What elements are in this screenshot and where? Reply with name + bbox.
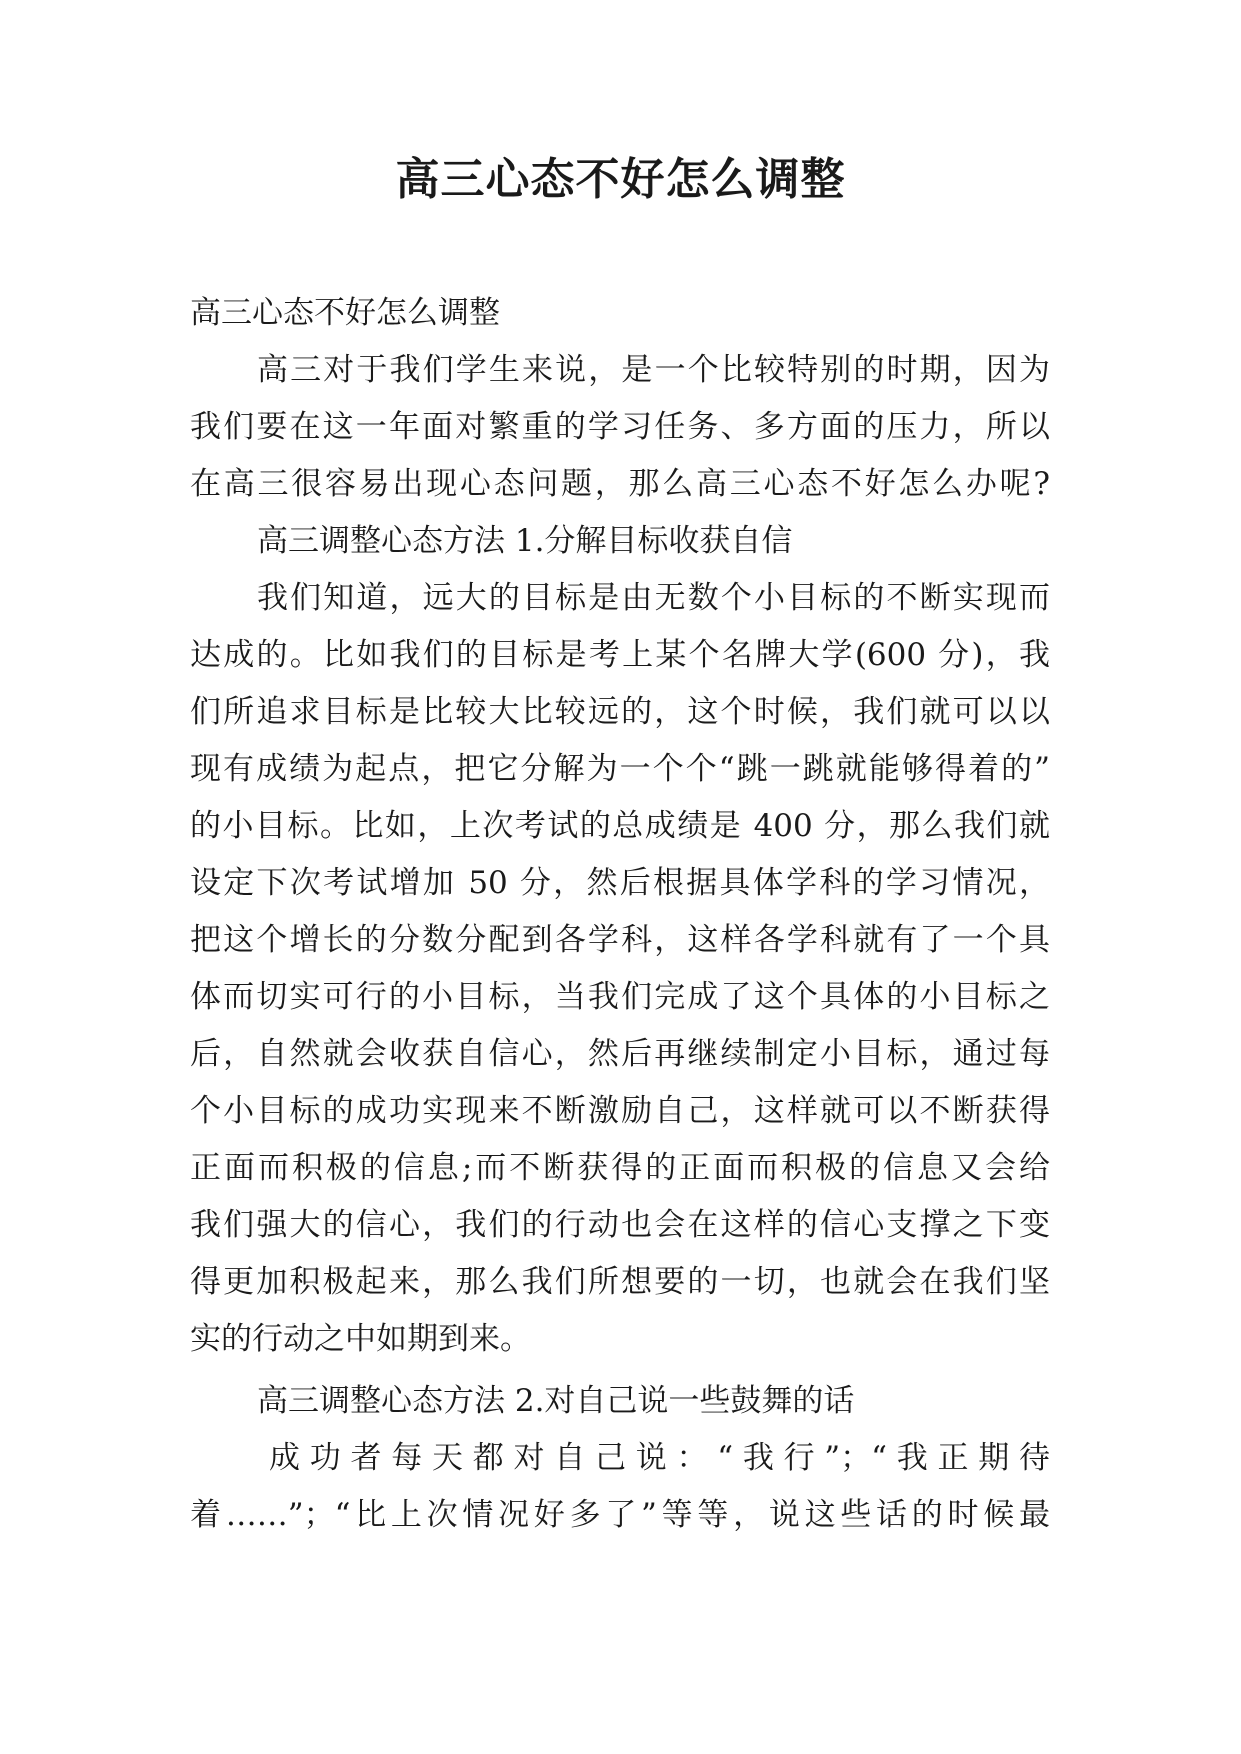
paragraph-line: 着……”；“比上次情况好多了”等等，说这些话的时候最	[190, 1497, 1050, 1533]
paragraph-line: 现有成绩为起点，把它分解为一个个“跳一跳就能够得着的”	[190, 751, 1050, 787]
document-title: 高三心态不好怎么调整	[395, 154, 846, 205]
section-subtitle: 高三心态不好怎么调整	[190, 295, 500, 331]
paragraph-line: 我们知道，远大的目标是由无数个小目标的不断实现而	[257, 580, 1050, 616]
paragraph-line: 我们强大的信心，我们的行动也会在这样的信心支撑之下变	[190, 1207, 1050, 1243]
paragraph-line: 在高三很容易出现心态问题，那么高三心态不好怎么办呢?	[190, 466, 1050, 502]
paragraph-line: 得更加积极起来，那么我们所想要的一切，也就会在我们坚	[190, 1264, 1050, 1300]
paragraph-line: 设定下次考试增加 50 分，然后根据具体学科的学习情况，	[190, 865, 1050, 901]
paragraph-line: 体而切实可行的小目标，当我们完成了这个具体的小目标之	[190, 979, 1050, 1015]
paragraph-line: 把这个增长的分数分配到各学科，这样各学科就有了一个具	[190, 922, 1050, 958]
paragraph-line: 后，自然就会收获自信心，然后再继续制定小目标，通过每	[190, 1036, 1050, 1072]
paragraph-line: 高三对于我们学生来说，是一个比较特别的时期，因为	[257, 352, 1050, 388]
method-heading-2: 高三调整心态方法 2.对自己说一些鼓舞的话	[257, 1383, 855, 1419]
method-heading-1: 高三调整心态方法 1.分解目标收获自信	[257, 523, 793, 559]
paragraph-line: 我们要在这一年面对繁重的学习任务、多方面的压力，所以	[190, 409, 1050, 445]
paragraph-line: 个小目标的成功实现来不断激励自己，这样就可以不断获得	[190, 1093, 1050, 1129]
paragraph-line: 的小目标。比如，上次考试的总成绩是 400 分，那么我们就	[190, 808, 1050, 844]
paragraph-line: 正面而积极的信息;而不断获得的正面而积极的信息又会给	[190, 1150, 1050, 1186]
paragraph-line: 们所追求目标是比较大比较远的，这个时候，我们就可以以	[190, 694, 1050, 730]
paragraph-line: 成功者每天都对自己说：“我行”；“我正期待	[269, 1440, 1050, 1476]
paragraph-line: 实的行动之中如期到来。	[190, 1321, 531, 1357]
document-body	[190, 285, 1050, 1544]
paragraph-line: 达成的。比如我们的目标是考上某个名牌大学(600 分)，我	[190, 637, 1050, 673]
